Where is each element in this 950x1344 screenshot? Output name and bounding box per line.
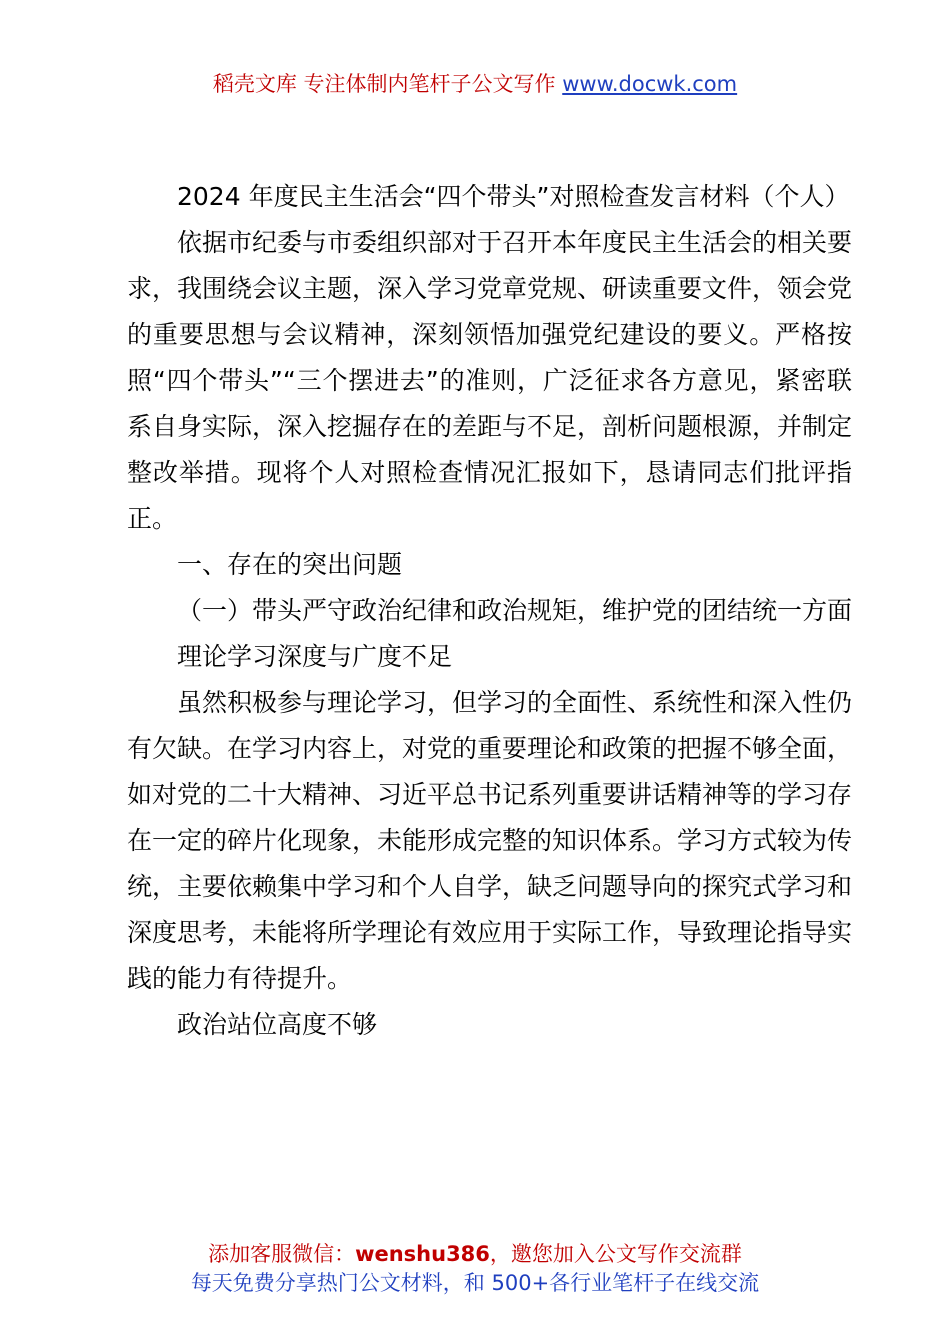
footer-prefix: 添加客服微信： [208, 1242, 356, 1266]
intro-paragraph: 依据市纪委与市委组织部对于召开本年度民主生活会的相关要求，我围绕会议主题，深入学习党章党规、研读重要文件，领会党的重要思想与会议精神，深刻领悟加强党纪建设的要义。严格按照“四个带头”“三个摆进去”的准则，广泛征求各方意见，紧密联系自身实际，深入挖掘存在的差距与不足，剖析问题根源，并制定整改举措。现将个人对照检查情况汇报如下，恳请同志们批评指正。 [127, 228, 853, 533]
footer-line-1 [0, 1240, 950, 1269]
footer-line-2: 每天免费分享热门公文材料，和 500+各行业笔杆子在线交流 [190, 1271, 760, 1295]
document-title: 2024 年度民主生活会“四个带头”对照检查发言材料（个人） [177, 182, 850, 211]
document-body [127, 174, 852, 1048]
site-link[interactable]: www.docwk.com [562, 72, 738, 96]
site-slogan: 稻壳文库 专注体制内笔杆子公文写作 [212, 72, 556, 96]
wechat-id: wenshu386 [355, 1242, 490, 1266]
subsection-heading: （一）带头严守政治纪律和政治规矩，维护党的团结统一方面 [177, 596, 853, 625]
section-heading: 一、存在的突出问题 [177, 550, 403, 579]
footer-suffix: ，邀您加入公文写作交流群 [489, 1242, 742, 1266]
item-heading: 理论学习深度与广度不足 [177, 642, 453, 671]
item-heading: 政治站位高度不够 [177, 1010, 378, 1039]
body-paragraph: 虽然积极参与理论学习，但学习的全面性、系统性和深入性仍有欠缺。在学习内容上，对党的重要理论和政策的把握不够全面，如对党的二十大精神、习近平总书记系列重要讲话精神等的学习存在一定的碎片化现象，未能形成完整的知识体系。学习方式较为传统，主要依赖集中学习和个人自学，缺乏问题导向的探究式学习和深度思考，未能将所学理论有效应用于实际工作，导致理论指导实践的能力有待提升。 [127, 688, 853, 993]
page-footer [0, 1240, 950, 1298]
page-header [0, 68, 950, 100]
